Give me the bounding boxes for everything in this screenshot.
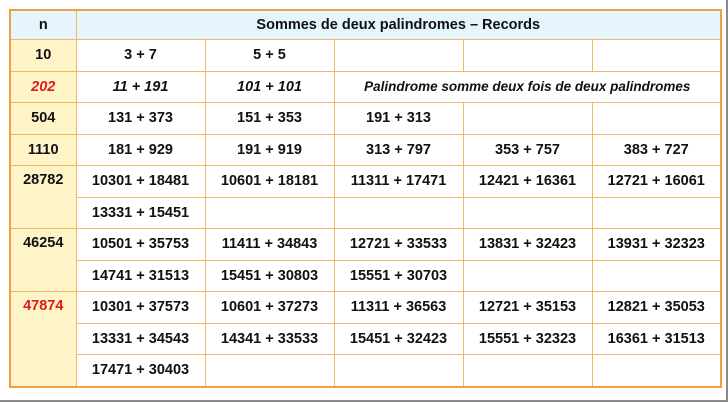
table-title: Sommes de deux palindromes – Records: [76, 10, 721, 40]
sum-cell: 151 + 353: [205, 103, 334, 135]
n-value: 46254: [10, 229, 76, 292]
sum-cell: 15551 + 30703: [334, 260, 463, 292]
sum-cell: 15451 + 32423: [334, 323, 463, 355]
sum-cell: 16361 + 31513: [592, 323, 721, 355]
table-row: [10, 103, 721, 135]
n-value: 1110: [10, 134, 76, 166]
sum-cell: 11311 + 17471: [334, 166, 463, 198]
empty-cell: [463, 197, 592, 229]
empty-cell: [463, 260, 592, 292]
empty-cell: [463, 103, 592, 135]
empty-cell: [334, 40, 463, 72]
sum-cell: 191 + 313: [334, 103, 463, 135]
sum-cell: 17471 + 30403: [76, 355, 205, 387]
sum-cell: 13831 + 32423: [463, 229, 592, 261]
sum-cell: 10601 + 37273: [205, 292, 334, 324]
sum-cell: 15451 + 30803: [205, 260, 334, 292]
sum-cell: 11 + 191: [76, 71, 205, 103]
sum-cell: 14741 + 31513: [76, 260, 205, 292]
sum-cell: 11311 + 36563: [334, 292, 463, 324]
empty-cell: [592, 260, 721, 292]
n-value-highlighted: 202: [10, 71, 76, 103]
empty-cell: [592, 197, 721, 229]
empty-cell: [592, 40, 721, 72]
table-row: [10, 323, 721, 355]
empty-cell: [463, 40, 592, 72]
empty-cell: [463, 355, 592, 387]
empty-cell: [205, 355, 334, 387]
sum-cell: 3 + 7: [76, 40, 205, 72]
palindrome-note: Palindrome somme deux fois de deux palindromes: [334, 71, 721, 103]
empty-cell: [334, 355, 463, 387]
sum-cell: 15551 + 32323: [463, 323, 592, 355]
table-row: [10, 166, 721, 198]
empty-cell: [592, 355, 721, 387]
sum-cell: 11411 + 34843: [205, 229, 334, 261]
sum-cell: 12821 + 35053: [592, 292, 721, 324]
sum-cell: 10301 + 18481: [76, 166, 205, 198]
table-row: [10, 71, 721, 103]
n-value: 28782: [10, 166, 76, 229]
sum-cell: 12721 + 35153: [463, 292, 592, 324]
table-row: [10, 197, 721, 229]
sum-cell: 191 + 919: [205, 134, 334, 166]
sum-cell: 12721 + 33533: [334, 229, 463, 261]
palindrome-records-table: [9, 9, 722, 388]
empty-cell: [334, 197, 463, 229]
sum-cell: 13931 + 32323: [592, 229, 721, 261]
sum-cell: 14341 + 33533: [205, 323, 334, 355]
sum-cell: 13331 + 15451: [76, 197, 205, 229]
table-row: [10, 134, 721, 166]
sum-cell: 13331 + 34543: [76, 323, 205, 355]
sum-cell: 313 + 797: [334, 134, 463, 166]
table-row: [10, 40, 721, 72]
n-value: 504: [10, 103, 76, 135]
sum-cell: 10301 + 37573: [76, 292, 205, 324]
sum-cell: 5 + 5: [205, 40, 334, 72]
table-row: [10, 355, 721, 387]
sum-cell: 12721 + 16061: [592, 166, 721, 198]
n-column-header: n: [10, 10, 76, 40]
sum-cell: 353 + 757: [463, 134, 592, 166]
empty-cell: [205, 197, 334, 229]
sum-cell: 181 + 929: [76, 134, 205, 166]
sum-cell: 131 + 373: [76, 103, 205, 135]
empty-cell: [592, 103, 721, 135]
sum-cell: 383 + 727: [592, 134, 721, 166]
sum-cell: 101 + 101: [205, 71, 334, 103]
n-value-highlighted: 47874: [10, 292, 76, 387]
n-value: 10: [10, 40, 76, 72]
sum-cell: 10601 + 18181: [205, 166, 334, 198]
sum-cell: 12421 + 16361: [463, 166, 592, 198]
table-row: [10, 260, 721, 292]
header-row: [10, 10, 721, 40]
table-row: [10, 229, 721, 261]
sum-cell: 10501 + 35753: [76, 229, 205, 261]
table-row: [10, 292, 721, 324]
